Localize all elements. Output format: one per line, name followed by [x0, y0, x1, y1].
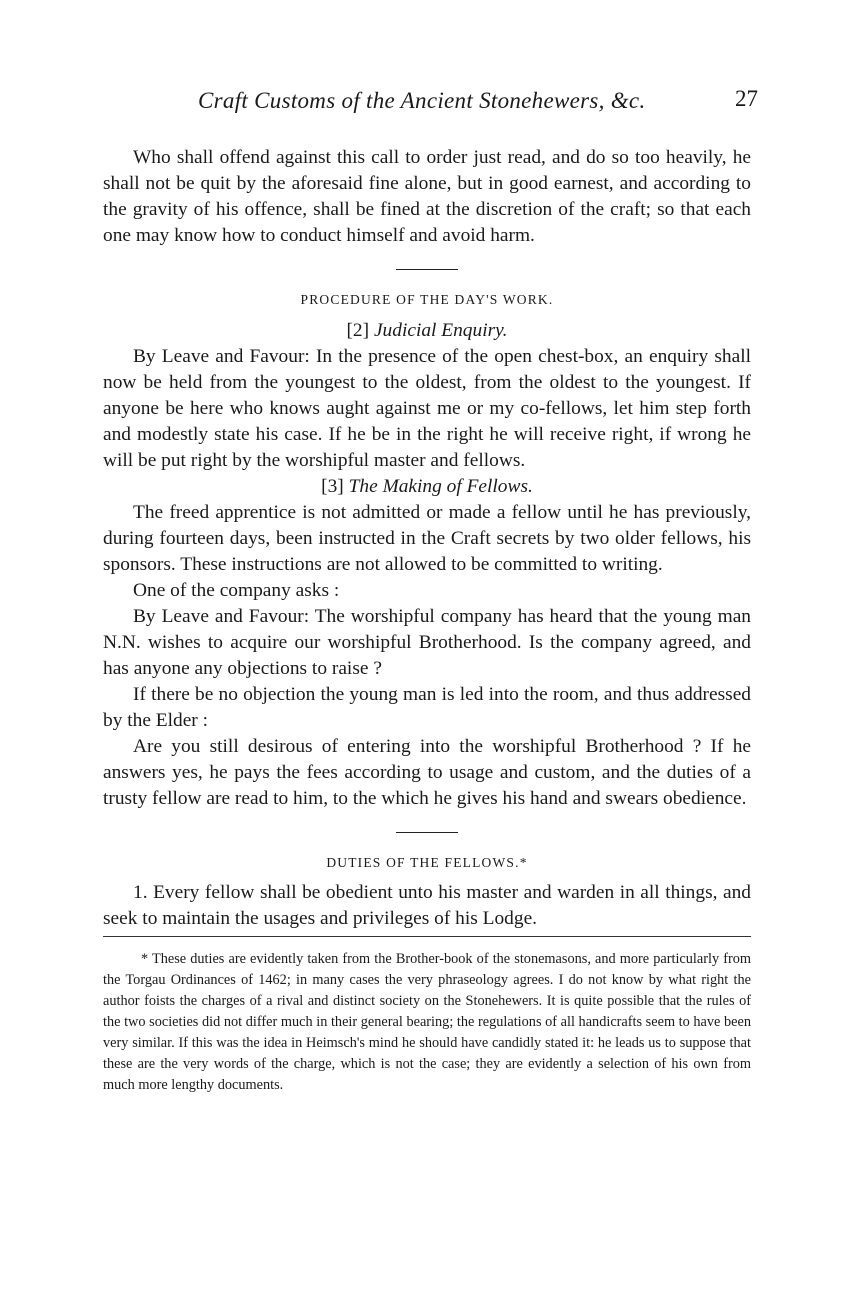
section-divider	[396, 832, 458, 833]
paragraph: The freed apprentice is not admitted or made a fellow until he has previously, during fourteen days, been instructed in the Craft secrets by two older fellows, his sponsors. These instructions are not allowed to be committed to writing.	[103, 502, 751, 575]
footnote-rule	[103, 936, 751, 937]
subheading-number: [2]	[346, 320, 370, 341]
subheading-title: The Making of Fellows.	[348, 476, 533, 497]
paragraph: Who shall offend against this call to order just read, and do so too heavily, he shall not be quit by the aforesaid fine alone, but in good earnest, and according to the gravity of his offence, shall be fined at the discretion of the craft; so that each one may know how to conduct himself and avoid harm.	[103, 147, 751, 246]
paragraph: By Leave and Favour: In the presence of the open chest-box, an enquiry shall now be held from the youngest to the oldest, from the oldest to the youngest. If anyone be here who knows aught against me or my co-fellows, let him step forth and modestly state his case. If he be in the right he will receive right, if wrong he will be put right by the worshipful master and fellows.	[103, 346, 751, 471]
page-number: 27	[735, 86, 758, 111]
subheading-title: Judicial Enquiry.	[373, 320, 508, 341]
subheading-judicial-enquiry	[103, 318, 751, 344]
running-title: Craft Customs of the Ancient Stonehewers, &c.	[198, 88, 646, 113]
paragraph: If there be no objection the young man is led into the room, and thus addressed by the Elder :	[103, 684, 751, 731]
paragraph: Are you still desirous of entering into the worshipful Brotherhood ? If he answers yes, he pays the fees according to usage and custom, and the duties of a trusty fellow are read to him, to the which he gives his hand and swears obedience.	[103, 736, 751, 809]
paragraph: One of the company asks :	[133, 580, 340, 601]
page-header	[100, 86, 760, 120]
section-heading-procedure: PROCEDURE OF THE DAY'S WORK.	[300, 292, 554, 307]
body-text	[103, 145, 751, 1096]
subheading-number: [3]	[321, 476, 344, 497]
subheading-making-of-fellows	[103, 474, 751, 500]
paragraph: By Leave and Favour: The worshipful company has heard that the young man N.N. wishes to acquire our worshipful Brotherhood. Is the company agreed, and has anyone any objections to raise ?	[103, 606, 751, 679]
section-heading-duties: DUTIES OF THE FELLOWS.*	[326, 855, 528, 870]
paragraph: 1. Every fellow shall be obedient unto his master and warden in all things, and seek to maintain the usages and privileges of his Lodge.	[103, 882, 751, 929]
footnote: * These duties are evidently taken from the Brother-book of the stonemasons, and more particularly from the Torgau Ordinances of 1462; in many cases the very phraseology agrees. I do not know by what right the author foists the charges of a rival and distinct society on the Stonehewers. It is quite possible that the rules of the two societies did not differ much in their general bearing; the regulations of all handicrafts seem to have been very similar. If this was the idea in Heimsch's mind he should have candidly stated it: he leads us to suppose that these are the very words of the charge, which is not the case; they are evidently a selection of his own from much more lengthy documents.	[103, 951, 751, 1093]
section-divider	[396, 269, 458, 270]
